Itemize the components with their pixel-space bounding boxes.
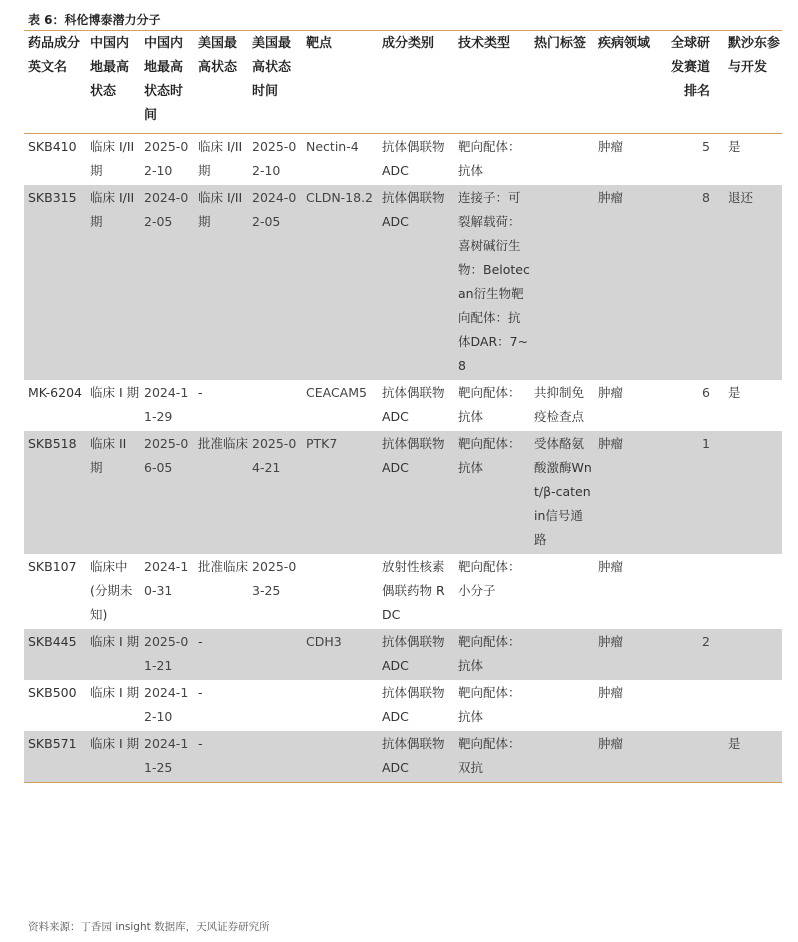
cell-cn-date: 2025-01-21 <box>140 629 194 680</box>
cell-rank: 6 <box>702 385 710 400</box>
cell-category: 抗体偶联物 ADC <box>378 629 454 680</box>
col-header-drug: 药品成分英文名 <box>28 36 81 75</box>
cell-cn-date: 2024-12-10 <box>144 685 189 724</box>
cell-disease: 肿瘤 <box>598 559 624 574</box>
cell-us-status: 批准临床 <box>198 559 248 574</box>
cell-tag <box>530 731 594 783</box>
cell-disease: 肿瘤 <box>594 731 666 783</box>
cell-msd <box>724 629 782 680</box>
cell-drug: SKB107 <box>28 559 77 574</box>
table-row <box>24 134 782 186</box>
cell-us-status: - <box>198 685 203 700</box>
cell-category: 抗体偶联物 ADC <box>378 185 454 380</box>
col-header-target: 靶点 <box>306 36 333 51</box>
cell-cn-date: 2025-06-05 <box>140 431 194 554</box>
col-header-category: 成分类别 <box>382 36 435 51</box>
cell-drug: SKB518 <box>24 431 86 554</box>
pipeline-table <box>24 31 782 783</box>
col-header-disease: 疾病领域 <box>598 36 651 51</box>
cell-us-status: 临床 I/II 期 <box>194 185 248 380</box>
cell-us-status: 批准临床 <box>194 431 248 554</box>
cell-target <box>302 731 378 783</box>
cell-us-date <box>248 380 302 431</box>
col-header-tag: 热门标签 <box>534 36 587 51</box>
cell-us-date <box>248 629 302 680</box>
cell-us-date: 2025-03-25 <box>252 559 297 598</box>
cell-disease: 肿瘤 <box>598 685 624 700</box>
cell-tag <box>530 134 594 186</box>
col-header-us-date: 美国最高状态时间 <box>252 36 292 99</box>
cell-drug: SKB410 <box>28 139 77 154</box>
col-header-msd: 默沙东参与开发 <box>728 36 781 75</box>
cell-rank: 1 <box>666 431 724 554</box>
cell-tag <box>530 185 594 380</box>
cell-tag: 受体酪氨酸激酶Wnt/β-catenin信号通路 <box>530 431 594 554</box>
cell-tech: 靶向配体：抗体 <box>458 685 521 724</box>
cell-cn-status: 临床中 (分期未知) <box>90 559 133 622</box>
cell-tech: 连接子：可裂解载荷：喜树碱衍生物：Belotecan衍生物靶向配体：抗体DAR：7~8 <box>454 185 530 380</box>
cell-cn-date: 2024-02-05 <box>140 185 194 380</box>
cell-disease: 肿瘤 <box>598 139 624 154</box>
cell-cn-status: 临床 I 期 <box>86 629 140 680</box>
cell-category: 放射性核素偶联药物 RDC <box>382 559 445 622</box>
cell-tag <box>530 554 594 629</box>
cell-drug: MK-6204 <box>28 385 82 400</box>
source-note: 资料来源：丁香园 insight 数据库，天风证券研究所 <box>28 921 270 933</box>
cell-target: CDH3 <box>302 629 378 680</box>
cell-cn-date: 2024-11-29 <box>144 385 189 424</box>
cell-category: 抗体偶联物 ADC <box>382 385 445 424</box>
cell-category: 抗体偶联物 ADC <box>378 731 454 783</box>
cell-msd <box>724 680 782 731</box>
cell-category: 抗体偶联物 ADC <box>382 685 445 724</box>
cell-msd <box>724 431 782 554</box>
cell-disease: 肿瘤 <box>594 629 666 680</box>
col-header-tech: 技术类型 <box>458 36 511 51</box>
cell-category: 抗体偶联物 ADC <box>382 139 445 178</box>
cell-target: CLDN-18.2 <box>302 185 378 380</box>
cell-disease: 肿瘤 <box>594 431 666 554</box>
cell-target <box>302 554 378 629</box>
cell-us-date <box>248 731 302 783</box>
cell-disease: 肿瘤 <box>594 185 666 380</box>
cell-cn-date: 2025-02-10 <box>144 139 189 178</box>
cell-drug: SKB500 <box>28 685 77 700</box>
cell-cn-status: 临床 I 期 <box>86 731 140 783</box>
table-row <box>24 431 782 554</box>
cell-rank <box>666 680 724 731</box>
cell-msd <box>724 554 782 629</box>
cell-msd: 是 <box>724 731 782 783</box>
col-header-us-status: 美国最高状态 <box>198 36 238 75</box>
cell-tech: 靶向配体：抗体 <box>454 629 530 680</box>
cell-tech: 靶向配体：抗体 <box>458 385 521 424</box>
cell-target: CEACAM5 <box>306 385 367 400</box>
table-row <box>24 680 782 731</box>
cell-us-status: - <box>194 629 248 680</box>
cell-target: Nectin-4 <box>306 139 359 154</box>
header-row <box>24 31 782 134</box>
cell-cn-date: 2024-10-31 <box>144 559 189 598</box>
cell-cn-date: 2024-11-25 <box>140 731 194 783</box>
table-row <box>24 185 782 380</box>
cell-msd: 是 <box>728 385 741 400</box>
cell-us-date <box>248 680 302 731</box>
cell-us-date: 2025-04-21 <box>248 431 302 554</box>
cell-drug: SKB315 <box>24 185 86 380</box>
col-header-cn-status: 中国内地最高状态 <box>90 36 130 99</box>
col-header-cn-date: 中国内地最高状态时间 <box>144 36 184 123</box>
cell-tag: 共抑制免疫检查点 <box>534 385 585 424</box>
cell-drug: SKB445 <box>24 629 86 680</box>
cell-tag <box>530 680 594 731</box>
cell-tech: 靶向配体：小分子 <box>458 559 521 598</box>
cell-us-date: 2025-02-10 <box>252 139 297 178</box>
cell-rank: 8 <box>666 185 724 380</box>
cell-msd: 退还 <box>724 185 782 380</box>
cell-rank: 5 <box>702 139 710 154</box>
cell-us-status: - <box>198 385 203 400</box>
cell-disease: 肿瘤 <box>598 385 624 400</box>
cell-drug: SKB571 <box>24 731 86 783</box>
cell-cn-status: 临床 II 期 <box>86 431 140 554</box>
cell-cn-status: 临床 I 期 <box>90 385 140 400</box>
cell-us-status: - <box>194 731 248 783</box>
table-row <box>24 380 782 431</box>
cell-us-status: 临床 I/II 期 <box>198 139 243 178</box>
cell-tech: 靶向配体：抗体 <box>458 139 521 178</box>
cell-rank <box>666 554 724 629</box>
cell-tech: 靶向配体：抗体 <box>454 431 530 554</box>
table-body <box>24 134 782 783</box>
table-row <box>24 554 782 629</box>
cell-target <box>302 680 378 731</box>
cell-tag <box>530 629 594 680</box>
cell-us-date: 2024-02-05 <box>248 185 302 380</box>
cell-tech: 靶向配体：双抗 <box>454 731 530 783</box>
col-header-rank: 全球研发赛道排名 <box>670 36 710 99</box>
cell-category: 抗体偶联物 ADC <box>378 431 454 554</box>
table-row <box>24 629 782 680</box>
table-caption: 表 6：科伦博泰潜力分子 <box>28 13 161 27</box>
cell-msd: 是 <box>728 139 741 154</box>
cell-cn-status: 临床 I 期 <box>90 685 140 700</box>
cell-cn-status: 临床 I/II 期 <box>86 185 140 380</box>
cell-target: PTK7 <box>302 431 378 554</box>
table-row <box>24 731 782 783</box>
cell-cn-status: 临床 I/II 期 <box>90 139 135 178</box>
cell-rank <box>666 731 724 783</box>
cell-rank: 2 <box>666 629 724 680</box>
